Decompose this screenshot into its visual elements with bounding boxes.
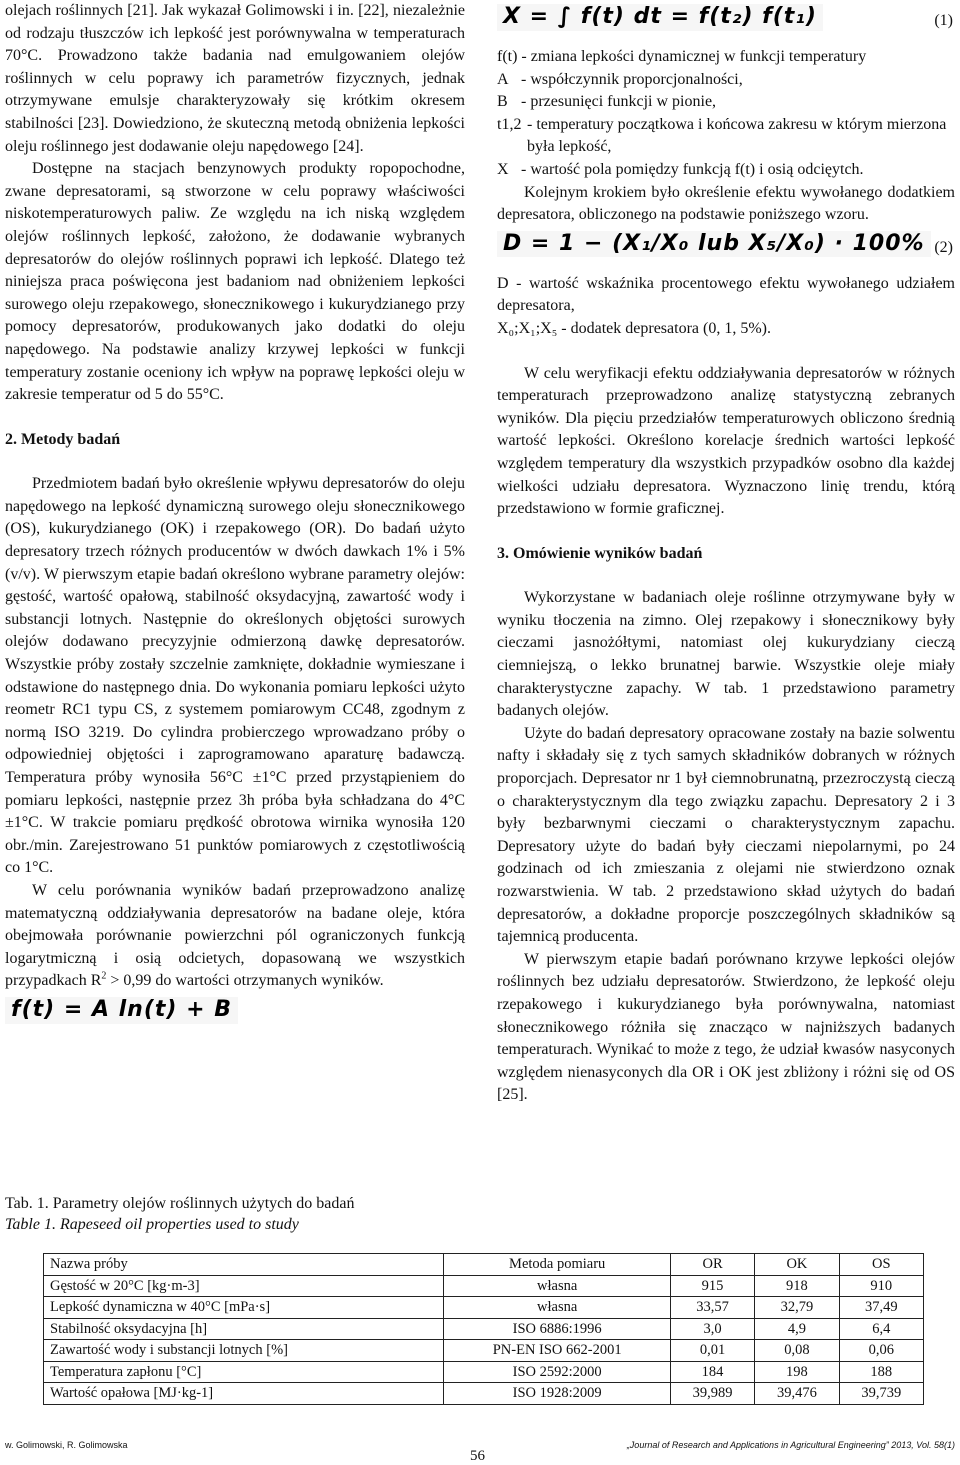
table-row (44, 1275, 924, 1297)
table-cell: Gęstość w 20°C [kg·m-3] (44, 1275, 444, 1297)
footer-authors: w. Golimowski, R. Golimowska (5, 1440, 128, 1450)
right-column (497, 0, 955, 1107)
paragraph-results-3: W pierwszym etapie badań porównano krzywe lepkości olejów roślinnych bez udziału depresatorów. Stwierdzono, że lepkość oleju rzepakowego i kukurydzianego była porównywalna, natomiast słonecznikowego różniła się znacząco w najniższych badanych temperaturach. Wynikać to może z tego, że udział kwasów nasyconych względem nienasyconych dla OR i OK jest zbliżony i różni się od OS [25]. (497, 950, 955, 1104)
definition-row: A - współczynnik proporcjonalności, (497, 70, 743, 88)
table-header-cell: OS (839, 1254, 923, 1276)
table-row (44, 1361, 924, 1383)
table-cell: własna (444, 1275, 670, 1297)
formula-effect: D = 1 − (X₁/X₀ lub X₅/X₀) · 100% (497, 231, 931, 258)
paragraph-depressants: Dostępne na stacjach benzynowych produkty ropopochodne, zwane depresatorami, są stworzone w celu poprawy właściwości niskotemperaturowych paliw. Ze względu na ich niską względem olejów roślinnych lepkość, założono, że dodawanie wybranych depresatorów do olejów roślinnych poprawi ich lepkość. Dlatego też niniejsza praca poświęcona jest badaniom nad obniżeniem lepkości surowego oleju rzepakowego, słonecznikowego i kukurydzianego przy pomocy depresatorów, produkowanych jako dodatki do oleju napędowego. Na podstawie analizy krzywej lepkości w funkcji temperatury zostanie oceniony ich wpływ na poprawę lepkości oleju w zakresie temperatur od 5 do 55°C. (5, 160, 465, 404)
paragraph-analysis: W celu porównania wyników badań przeprowadzono analizę matematyczną oddziaływania depresatorów na badane oleje, która obejmowała porównanie powierzchni pól ograniczonych funkcją logarytmiczną i osią odcietych, dopasowaną we wszystkich przypadkach $R^2 > 0,99$ do wartości otrzymanych wyników. (5, 881, 465, 990)
table-cell: własna (444, 1297, 670, 1319)
table-cell: ISO 2592:2000 (444, 1361, 670, 1383)
section-heading-methods: 2. Metody badań (5, 430, 121, 448)
table-cell: ISO 1928:2009 (444, 1383, 670, 1405)
definition-x: X₀;X₁;X₅ - dodatek depresatora (0, 1, 5%). (497, 319, 771, 337)
section-heading-results: 3. Omówienie wyników badań (497, 544, 703, 562)
left-column (5, 0, 465, 1039)
table-cell: 915 (670, 1275, 754, 1297)
table-caption-pl: Tab. 1. Parametry olejów roślinnych użytych do badań (5, 1195, 355, 1212)
formula-2-row (497, 227, 955, 273)
table-header-cell: Nazwa próby (44, 1254, 444, 1276)
formula-log-row (5, 993, 465, 1039)
table-cell: Wartość opałowa [MJ·kg-1] (44, 1383, 444, 1405)
table-row (44, 1318, 924, 1340)
table-cell: Stabilność oksydacyjna [h] (44, 1318, 444, 1340)
paragraph-next-step: Kolejnym krokiem było określenie efektu wywołanego dodatkiem depresatora, obliczonego na podstawie poniższego wzoru. (497, 183, 955, 224)
formula-2-number: (2) (934, 238, 953, 256)
table-cell: 33,57 (670, 1297, 754, 1319)
formula-integral: X = ∫ f(t) dt = f(t₂) f(t₁) (497, 4, 823, 31)
page-number: 56 (470, 1448, 485, 1464)
table-cell: ISO 6886:1996 (444, 1318, 670, 1340)
table-cell: 32,79 (755, 1297, 839, 1319)
table-cell: 6,4 (839, 1318, 923, 1340)
table-header-cell: OR (670, 1254, 754, 1276)
properties-table (43, 1253, 924, 1405)
table-cell: Lepkość dynamiczna w 40°C [mPa·s] (44, 1297, 444, 1319)
table-cell: 184 (670, 1361, 754, 1383)
definition-row: f(t) - zmiana lepkości dynamicznej w funkcji temperatury (497, 48, 867, 65)
definition-d: D - wartość wskaźnika procentowego efektu wywołanego udziałem depresatora, (497, 274, 955, 315)
definition-row: t1,2 - temperatury początkowa i końcowa zakresu w którym mierzona była lepkość, (497, 115, 947, 156)
table-cell: Zawartość wody i substancji lotnych [%] (44, 1340, 444, 1362)
table-cell: 4,9 (755, 1318, 839, 1340)
definition-row: X - wartość pola pomiędzy funkcją f(t) i osią odcięytch. (497, 160, 864, 178)
table-cell: 39,989 (670, 1383, 754, 1405)
table-cell: 39,476 (755, 1383, 839, 1405)
paragraph-results-2: Użyte do badań depresatory opracowane zostały na bazie solwentu nafty i składały się z tych samych składników dobranych w różnych proporcjach. Depresator nr 1 był ciemnobrunatną, przezroczystą cieczą o charakterystycznym dla tego związku zapachu. Depresatory 2 i 3 były bezbarwnymi cieczami o charakterystycznym zapachu. Depresatory użyte do badań były cieczami niepolarnymi, po 24 godzinach od ich zmieszania z olejami nie stwierdzono oznak rozwarstwienia. W tab. 2 przedstawiono skład użytych do badań depresatorów, a dokładne proporcje poszczególnych składników są tajemnicą producenta. (497, 724, 955, 946)
table-cell: 0,08 (755, 1340, 839, 1362)
paragraph-methods: Przedmiotem badań było określenie wpływu depresatorów do oleju napędowego na lepkość dynamiczną surowego oleju słonecznikowego (OS), kukurydzianego (OK) i rzepakowego (OR). Do badań użyto depresatory trzech różnych producentów w dwóch dawkach 1% i 5% (v/v). W pierwszym etapie badań określono wybrane parametry olejów: gęstość, wartość opałową, stabilność oksydacyjną, zawartość wody i substancji lotnych. Następnie do określonych objętości surowych olejów dodawano precyzyjnie odmierzoną dawkę depresatorów. Wszystkie próby zostały szczelnie zamknięte, dokładnie wymieszane i odstawione do następnego dnia. Do wykonania pomiaru lepkości użyto reometr RC1 typu CS, z systemem pomiarowym CC48, zgodnym z normą ISO 3219. Do cylindra probierczego wprowadzano próby o odpowiedniej objętości i zaprogramowano aparaturę badawczą. Temperatura próby wynosiła 56°C ±1°C przed przystąpieniem do pomiaru lepkości, następnie przez 3h próba była schładzana do 4°C ±1°C. W trakcie pomiaru prędkość obrotowa wirnika wynosiła 120 obr./min. Zarejestrowano 51 punktów pomiarowych z częstotliwością co 1°C. (5, 475, 465, 877)
paragraph-results-1: Wykorzystane w badaniach oleje roślinne otrzymywane były w wyniku tłoczenia na zimno. Olej rzepakowy i słonecznikowy były cieczami jasnożółtymi, natomiast olej kukurydziany cieczą ciemniejszą, o lekko brunatnej barwie. Wszystkie oleje miały charakterystyczne zapachy. W tab. 1 przedstawiono parametry badanych olejów. (497, 589, 955, 720)
table-caption-en: Table 1. Rapeseed oil properties used to study (5, 1216, 299, 1233)
table-cell: 910 (839, 1275, 923, 1297)
table-cell: Temperatura zapłonu [°C] (44, 1361, 444, 1383)
table-row (44, 1383, 924, 1405)
table-cell: PN-EN ISO 662-2001 (444, 1340, 670, 1362)
table-cell: 198 (755, 1361, 839, 1383)
table-cell: 39,739 (839, 1383, 923, 1405)
paragraph-verification: W celu weryfikacji efektu oddziaływania depresatorów w różnych temperaturach przeprowadzono analizę statystyczną zebranych wyników. Dla pięciu przedziałów temperaturowych obliczono średnią wartość lepkości. Określono korelacje średnich wartości lepkość względem temperatury dla wszystkich przypadków osobno dla każdej wielkości udziału depresatora. Wyznaczono linię trendu, którą przedstawiono w formie graficznej. (497, 364, 955, 518)
table-cell: 3,0 (670, 1318, 754, 1340)
definition-row: B - przesunięci funkcji w pionie, (497, 93, 717, 111)
formula-1-number: (1) (934, 12, 953, 29)
table-cell: 37,49 (839, 1297, 923, 1319)
table-cell: 0,06 (839, 1340, 923, 1362)
formula-1-row (497, 0, 955, 46)
table-cell: 0,01 (670, 1340, 754, 1362)
table-row (44, 1340, 924, 1362)
definitions-list (497, 46, 955, 182)
table-header-cell: OK (755, 1254, 839, 1276)
table-cell: 918 (755, 1275, 839, 1297)
paragraph-intro: olejach roślinnych [21]. Jak wykazał Golimowski i in. [22], niezależnie od rodzaju tłuszczów ich lepkość jest porównywalna w temperaturach 70°C. Prowadzono także badania nad emulgowaniem olejów roślinnych w celu poprawy ich parametrów fizycznych, jednak otrzymywane emulsje charakteryzowały się krótkim okresem stabilności [23]. Dowiedziono, że skuteczną metodą obniżenia lepkości oleju roślinnego jest dodawanie oleju napędowego [24]. (5, 2, 465, 155)
table-row (44, 1297, 924, 1319)
table-caption (5, 1193, 354, 1235)
footer-journal: „Journal of Research and Applications in Agricultural Engineering” 2013, Vol. 58(1) (626, 1440, 955, 1450)
formula-log: f(t) = A ln(t) + B (5, 997, 238, 1024)
table-header-cell: Metoda pomiaru (444, 1254, 670, 1276)
table-cell: 188 (839, 1361, 923, 1383)
table-header-row (44, 1254, 924, 1276)
